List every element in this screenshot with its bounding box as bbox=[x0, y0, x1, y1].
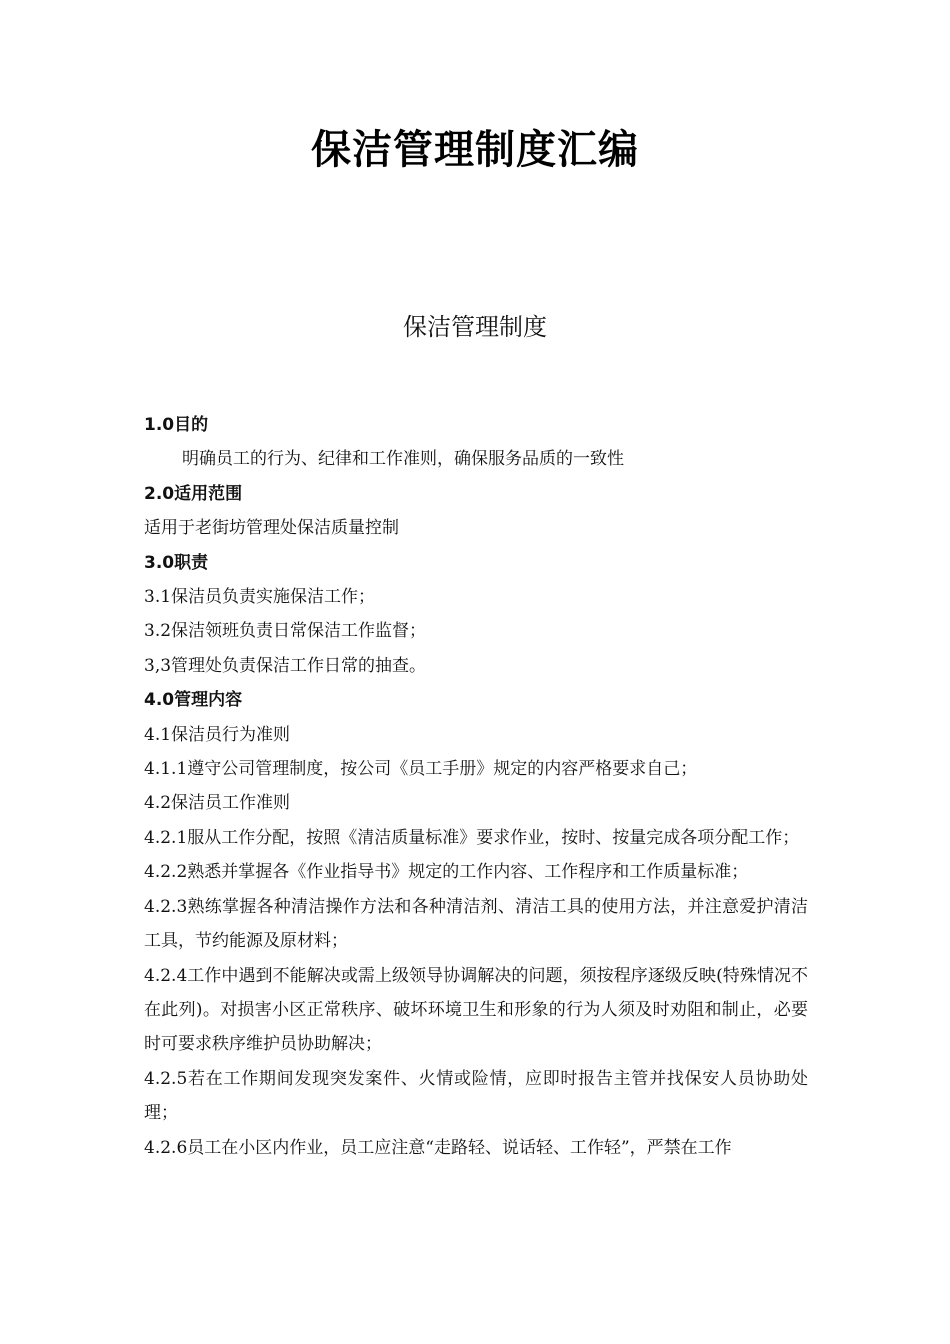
paragraph-4-1: 4.1保洁员行为准则 bbox=[144, 724, 291, 745]
paragraph-4-1-1: 4.1.1遵守公司管理制度，按公司《员工手册》规定的内容严格要求自己； bbox=[144, 759, 698, 780]
list-item: 3,3管理处负责保洁工作日常的抽查。 bbox=[144, 655, 427, 676]
heading-responsibilities: 3.0职责 bbox=[144, 552, 209, 573]
section-title: 保洁管理制度 bbox=[403, 313, 547, 341]
paragraph-purpose: 明确员工的行为、纪律和工作准则，确保服务品质的一致性 bbox=[182, 449, 624, 470]
heading-purpose: 1.0目的 bbox=[144, 415, 209, 435]
paragraph-4-2: 4.2保洁员工作准则 bbox=[144, 793, 291, 814]
document-body bbox=[144, 408, 808, 1165]
heading-scope: 2.0适用范围 bbox=[144, 483, 243, 504]
paragraph-scope: 适用于老街坊管理处保洁质量控制 bbox=[144, 518, 399, 539]
list-item: 3.1保洁员负责实施保洁工作； bbox=[144, 587, 376, 608]
paragraph-4-2-3: 4.2.3熟练掌握各种清洁操作方法和各种清洁剂、清洁工具的使用方法，并注意爱护清洁工具，节约能源及原材料； bbox=[144, 896, 808, 952]
paragraph-4-2-4: 4.2.4工作中遇到不能解决或需上级领导协调解决的问题，须按程序逐级反映(特殊情况不在此列)。对损害小区正常秩序、破坏环境卫生和形象的行为人须及时劝阻和制止，必要时可要求秩序维护员协助解决； bbox=[144, 965, 808, 1055]
paragraph-4-2-5: 4.2.5若在工作期间发现突发案件、火情或险情，应即时报告主管并找保安人员协助处理； bbox=[144, 1068, 808, 1124]
paragraph-4-2-6: 4.2.6员工在小区内作业，员工应注意“走路轻、说话轻、工作轻”，严禁在工作 bbox=[144, 1137, 732, 1158]
list-item: 3.2保洁领班负责日常保洁工作监督； bbox=[144, 621, 427, 642]
heading-management-content: 4.0管理内容 bbox=[144, 690, 243, 711]
paragraph-4-2-1: 4.2.1服从工作分配，按照《清洁质量标准》要求作业，按时、按量完成各项分配工作； bbox=[144, 827, 800, 848]
document-title: 保洁管理制度汇编 bbox=[311, 127, 639, 173]
paragraph-4-2-2: 4.2.2熟悉并掌握各《作业指导书》规定的工作内容、工作程序和工作质量标准； bbox=[144, 862, 749, 883]
